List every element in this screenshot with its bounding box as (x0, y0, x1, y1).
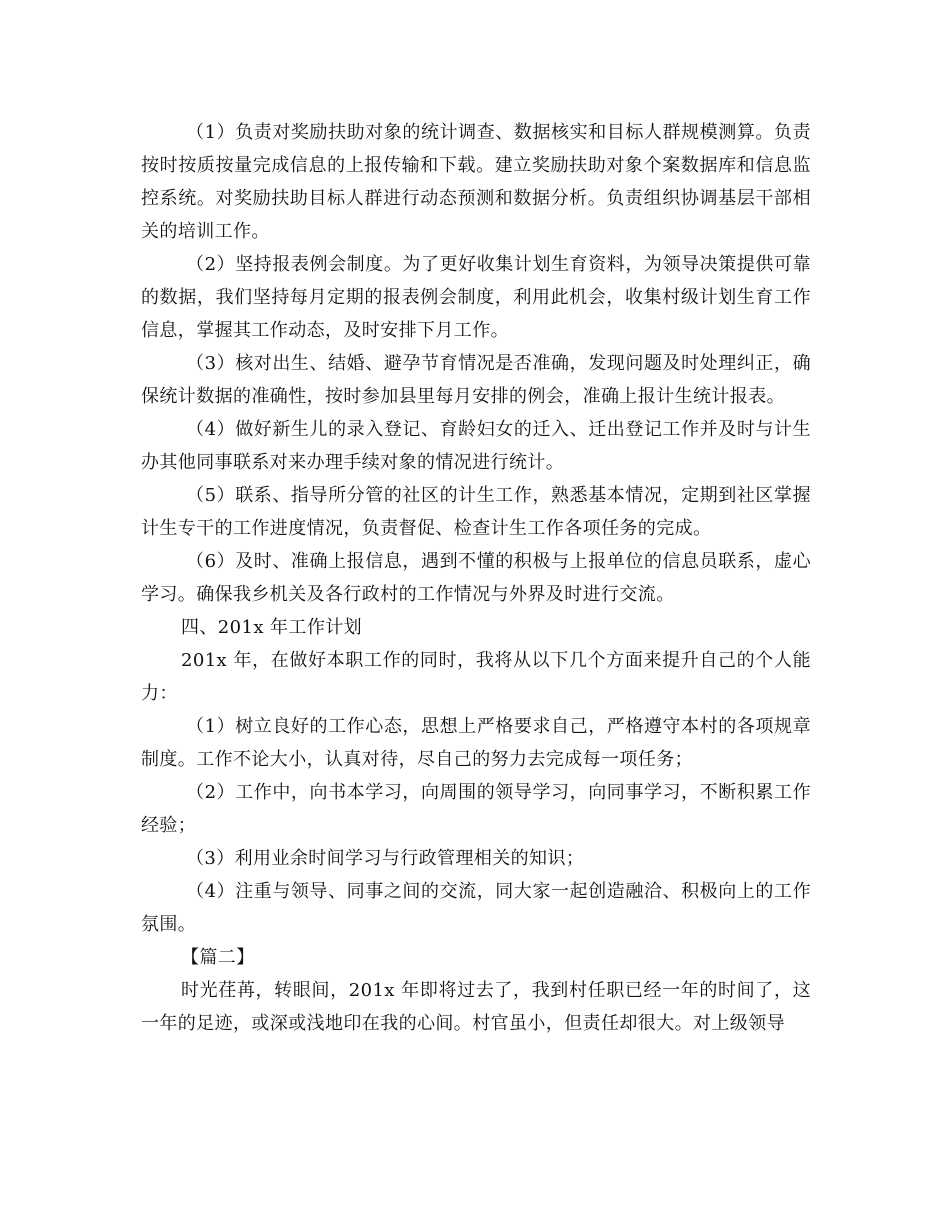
paragraph-duty-1: （1）负责对奖励扶助对象的统计调查、数据核实和目标人群规模测算。负责按时按质按量完成信息的上报传输和下载。建立奖励扶助对象个案数据库和信息监控系统。对奖励扶助目标人群进行动态预测和数据分析。负责组织协调基层干部相关的培训工作。 (141, 122, 811, 242)
paragraph-duty-4: （4）做好新生儿的录入登记、育龄妇女的迁入、迁出登记工作并及时与计生办其他同事联系对来办理手续对象的情况进行统计。 (141, 419, 811, 473)
paragraph-plan-1: （1）树立良好的工作心态，思想上严格要求自己，严格遵守本村的各项规章制度。工作不论大小，认真对待，尽自己的努力去完成每一项任务； (141, 716, 811, 770)
paragraph-duty-2: （2）坚持报表例会制度。为了更好收集计划生育资料，为领导决策提供可靠的数据，我们坚持每月定期的报表例会制度，利用此机会，收集村级计划生育工作信息，掌握其工作动态，及时安排下月工作。 (141, 254, 811, 341)
paragraph-plan-intro: 201x 年，在做好本职工作的同时，我将从以下几个方面来提升自己的个人能力： (141, 650, 811, 704)
paragraph-duty-6: （6）及时、准确上报信息，遇到不懂的积极与上报单位的信息员联系，虚心学习。确保我乡机关及各行政村的工作情况与外界及时进行交流。 (141, 551, 811, 605)
section-marker-part-two: 【篇二】 (181, 947, 255, 968)
document-body (141, 116, 811, 1040)
paragraph-duty-5: （5）联系、指导所分管的社区的计生工作，熟悉基本情况，定期到社区掌握计生专干的工作进度情况，负责督促、检查计生工作各项任务的完成。 (141, 485, 811, 539)
paragraph-plan-2: （2）工作中，向书本学习，向周围的领导学习，向同事学习，不断积累工作经验； (141, 782, 811, 836)
paragraph-duty-3: （3）核对出生、结婚、避孕节育情况是否准确，发现问题及时处理纠正，确保统计数据的准确性，按时参加县里每月安排的例会，准确上报计生统计报表。 (141, 353, 811, 407)
section-heading-work-plan: 四、201x 年工作计划 (181, 617, 363, 638)
paragraph-plan-4: （4）注重与领导、同事之间的交流，同大家一起创造融洽、积极向上的工作氛围。 (141, 881, 811, 935)
paragraph-plan-3: （3）利用业余时间学习与行政管理相关的知识； (186, 848, 585, 869)
paragraph-part-two-intro: 时光荏苒，转眼间，201x 年即将过去了，我到村任职已经一年的时间了，这一年的足迹，或深或浅地印在我的心间。村官虽小，但责任却很大。对上级领导 (141, 980, 811, 1034)
